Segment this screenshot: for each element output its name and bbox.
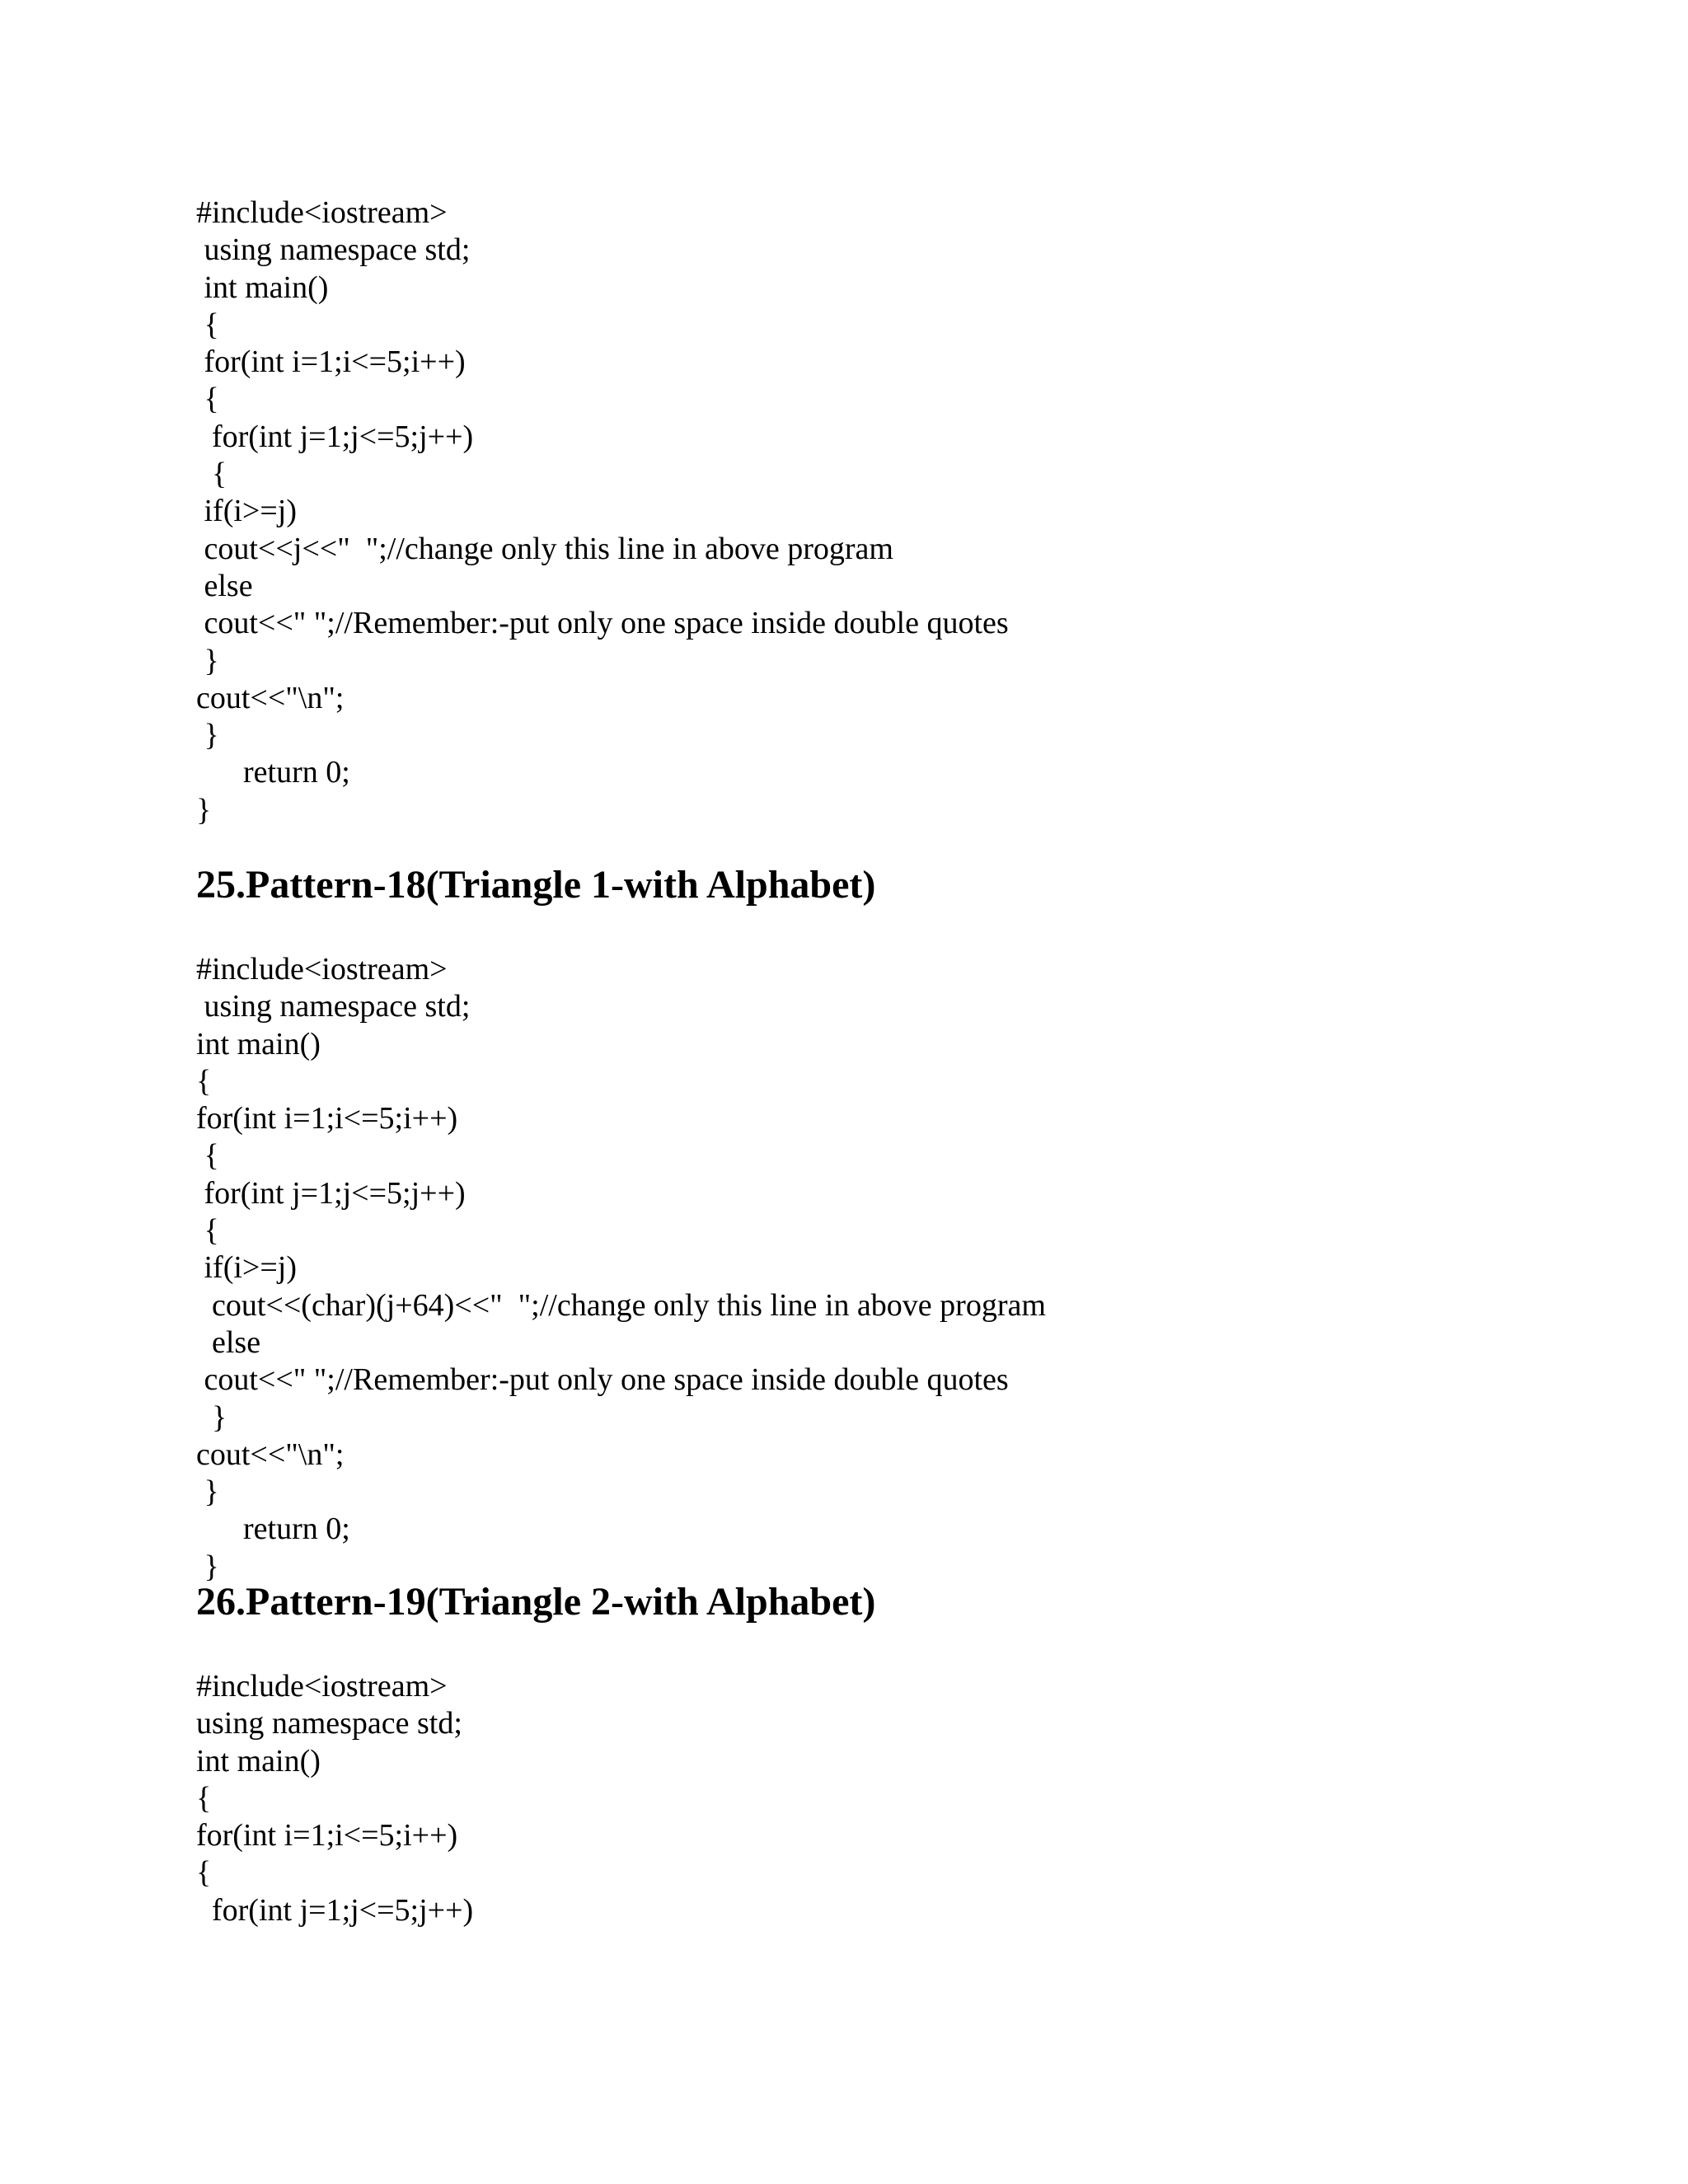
- code-line: return 0;: [196, 1511, 350, 1547]
- section-heading-25: 25.Pattern-18(Triangle 1-with Alphabet): [196, 863, 876, 907]
- code-line: using namespace std;: [196, 232, 471, 268]
- code-line: else: [196, 568, 253, 603]
- code-line: int main(): [196, 1026, 321, 1062]
- code-line: for(int j=1;j<=5;j++): [196, 1175, 466, 1211]
- code-line: for(int i=1;i<=5;i++): [196, 344, 466, 380]
- code-line: }: [196, 792, 212, 827]
- code-block-3: [196, 1668, 473, 1929]
- code-line: }: [196, 1399, 227, 1435]
- code-line: for(int i=1;i<=5;i++): [196, 1818, 458, 1854]
- code-line: cout<<" ";//Remember:-put only one space inside double quotes: [196, 606, 1009, 641]
- code-line: cout<<"\n";: [196, 1436, 345, 1472]
- code-line: }: [196, 1474, 219, 1510]
- code-block-2: [196, 951, 1046, 1586]
- code-line: if(i>=j): [196, 1250, 297, 1286]
- code-line: cout<<" ";//Remember:-put only one space inside double quotes: [196, 1362, 1009, 1398]
- section-heading-26: 26.Pattern-19(Triangle 2-with Alphabet): [196, 1580, 876, 1624]
- code-line: }: [196, 643, 219, 678]
- code-line: for(int j=1;j<=5;j++): [196, 1892, 474, 1928]
- code-line: else: [196, 1324, 261, 1360]
- code-line: #include<iostream>: [196, 952, 448, 987]
- code-line: {: [196, 382, 219, 417]
- code-line: for(int j=1;j<=5;j++): [196, 419, 474, 454]
- code-line: cout<<(char)(j+64)<<" ";//change only this line in above program: [196, 1287, 1046, 1323]
- code-line: }: [196, 1549, 219, 1584]
- code-block-1: [196, 194, 1009, 829]
- code-line: {: [196, 457, 227, 492]
- code-line: using namespace std;: [196, 989, 471, 1024]
- code-line: int main(): [196, 1743, 321, 1779]
- code-line: #include<iostream>: [196, 195, 448, 230]
- code-line: }: [196, 718, 219, 753]
- code-line: {: [196, 1213, 219, 1249]
- code-line: return 0;: [196, 755, 350, 790]
- code-line: {: [196, 1855, 212, 1891]
- code-line: #include<iostream>: [196, 1669, 448, 1704]
- code-line: for(int i=1;i<=5;i++): [196, 1101, 458, 1137]
- code-line: using namespace std;: [196, 1706, 462, 1741]
- code-line: {: [196, 1780, 212, 1816]
- code-line: if(i>=j): [196, 494, 297, 529]
- code-line: {: [196, 307, 219, 342]
- code-line: cout<<j<<" ";//change only this line in above program: [196, 531, 893, 566]
- code-line: cout<<"\n";: [196, 680, 345, 715]
- code-line: int main(): [196, 269, 329, 305]
- code-line: {: [196, 1063, 212, 1099]
- code-line: {: [196, 1138, 219, 1174]
